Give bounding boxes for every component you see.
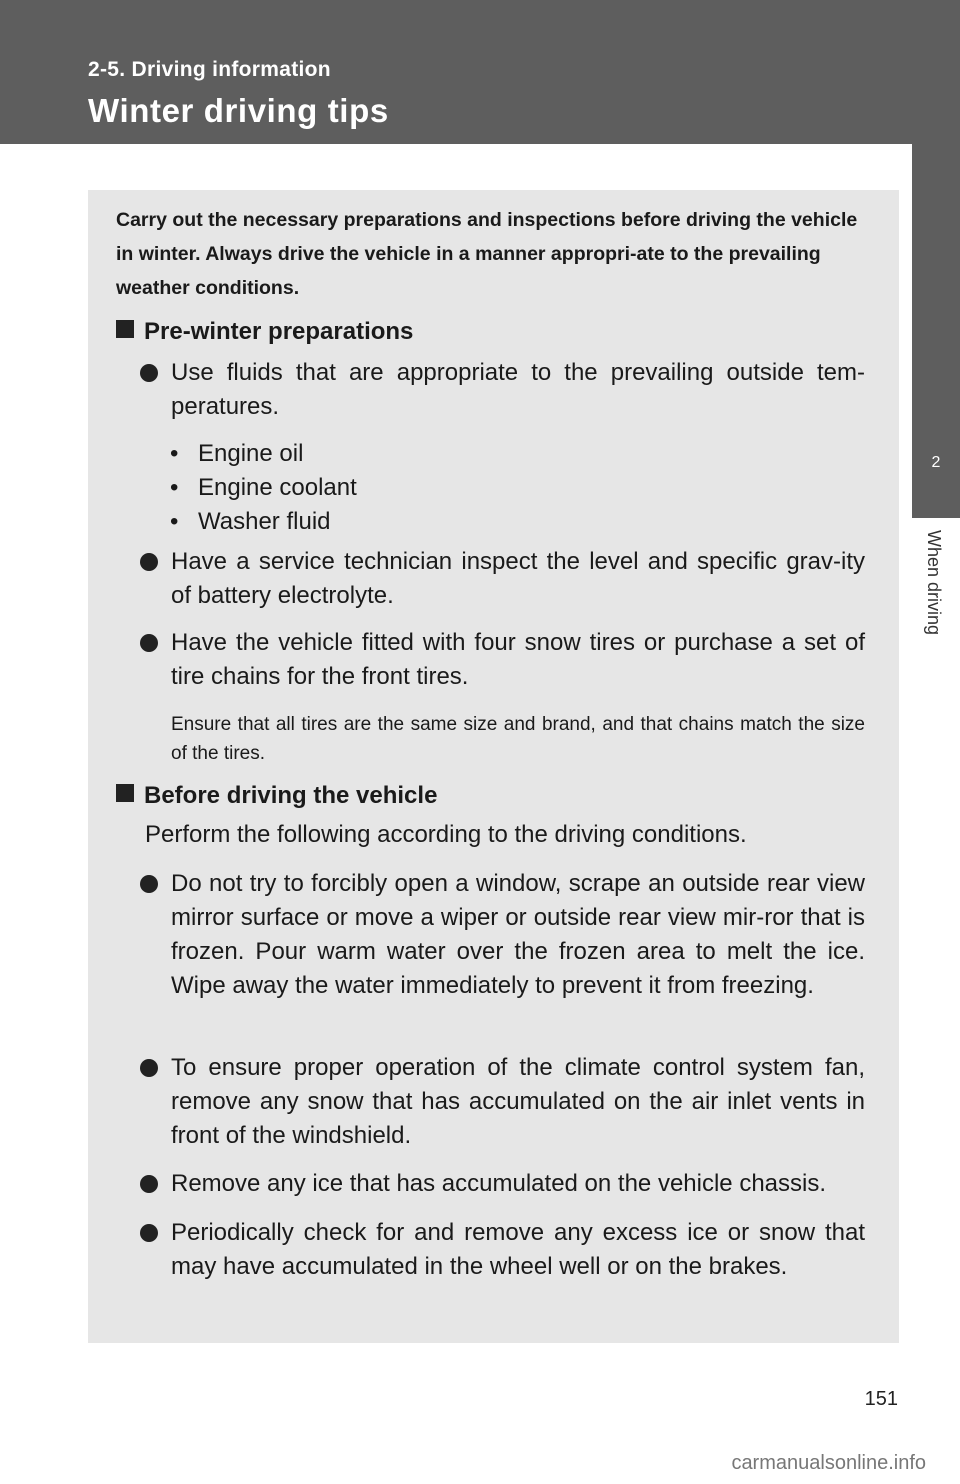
bullet-icon — [140, 1175, 158, 1193]
list-item-chassis-ice — [140, 1167, 865, 1201]
square-bullet-icon — [116, 320, 134, 338]
heading-pre-winter-label: Pre-winter preparations — [144, 318, 414, 345]
before-driving-intro: Perform the following according to the driving conditions. — [145, 821, 747, 848]
tire-note: Ensure that all tires are the same size and brand, and that chains match the size of the tires. — [171, 714, 865, 764]
chapter-number: 2 — [931, 454, 941, 471]
list-item-fluids — [140, 356, 865, 424]
section-label: 2-5. Driving information — [88, 58, 331, 81]
fluid-item: • Engine coolant — [170, 474, 357, 501]
list-item-snow-vents — [140, 1051, 865, 1153]
list-item-text: Have the vehicle fitted with four snow tires or purchase a set of tire chains for the front tires. — [171, 629, 865, 690]
list-item-text: Remove any ice that has accumulated on the vehicle chassis. — [171, 1170, 827, 1197]
square-bullet-icon — [116, 784, 134, 802]
bullet-icon — [140, 553, 158, 571]
bullet-icon — [140, 634, 158, 652]
list-item-tires — [140, 626, 865, 694]
watermark: carmanualsonline.info — [731, 1452, 926, 1474]
bullet-icon — [140, 1059, 158, 1077]
chapter-label-container — [912, 530, 960, 670]
bullet-icon — [140, 1224, 158, 1242]
list-item-text: To ensure proper operation of the climate control system fan, remove any snow that has accumulated on the air inlet vents in front of the windshield. — [171, 1054, 865, 1149]
list-item-frozen — [140, 867, 865, 1003]
page-title: Winter driving tips — [88, 92, 389, 129]
list-item-text: Do not try to forcibly open a window, scrape an outside rear view mirror surface or move a wiper or outside rear view mir-ror that is frozen. Pour warm water over the frozen area to melt the ice. Wipe away the water immediately to prevent it from freezing. — [171, 870, 865, 999]
list-item-text: Periodically check for and remove any excess ice or snow that may have accumulated in the wheel well or on the brakes. — [171, 1219, 865, 1280]
heading-before-driving-label: Before driving the vehicle — [144, 782, 438, 809]
fluid-item: • Engine oil — [170, 440, 304, 467]
chapter-tab — [912, 416, 960, 518]
list-item-wheel-well — [140, 1216, 865, 1284]
bullet-icon — [140, 364, 158, 382]
page-number: 151 — [864, 1388, 898, 1410]
list-item-text: Use fluids that are appropriate to the prevailing outside tem-peratures. — [171, 359, 865, 420]
chapter-label: When driving — [924, 530, 944, 636]
heading-before-driving — [116, 780, 437, 812]
fluid-item: • Washer fluid — [170, 508, 331, 535]
intro-text: Carry out the necessary preparations and inspections before driving the vehicle in winter. Always drive the vehicle in a manner appropri-ate to the prevailing weather conditions. — [116, 209, 858, 299]
side-tab-bar — [912, 144, 960, 416]
bullet-icon — [140, 875, 158, 893]
list-item-text: Have a service technician inspect the level and specific grav-ity of battery electrolyte. — [171, 548, 865, 609]
heading-pre-winter — [116, 316, 413, 348]
list-item-battery — [140, 545, 865, 613]
